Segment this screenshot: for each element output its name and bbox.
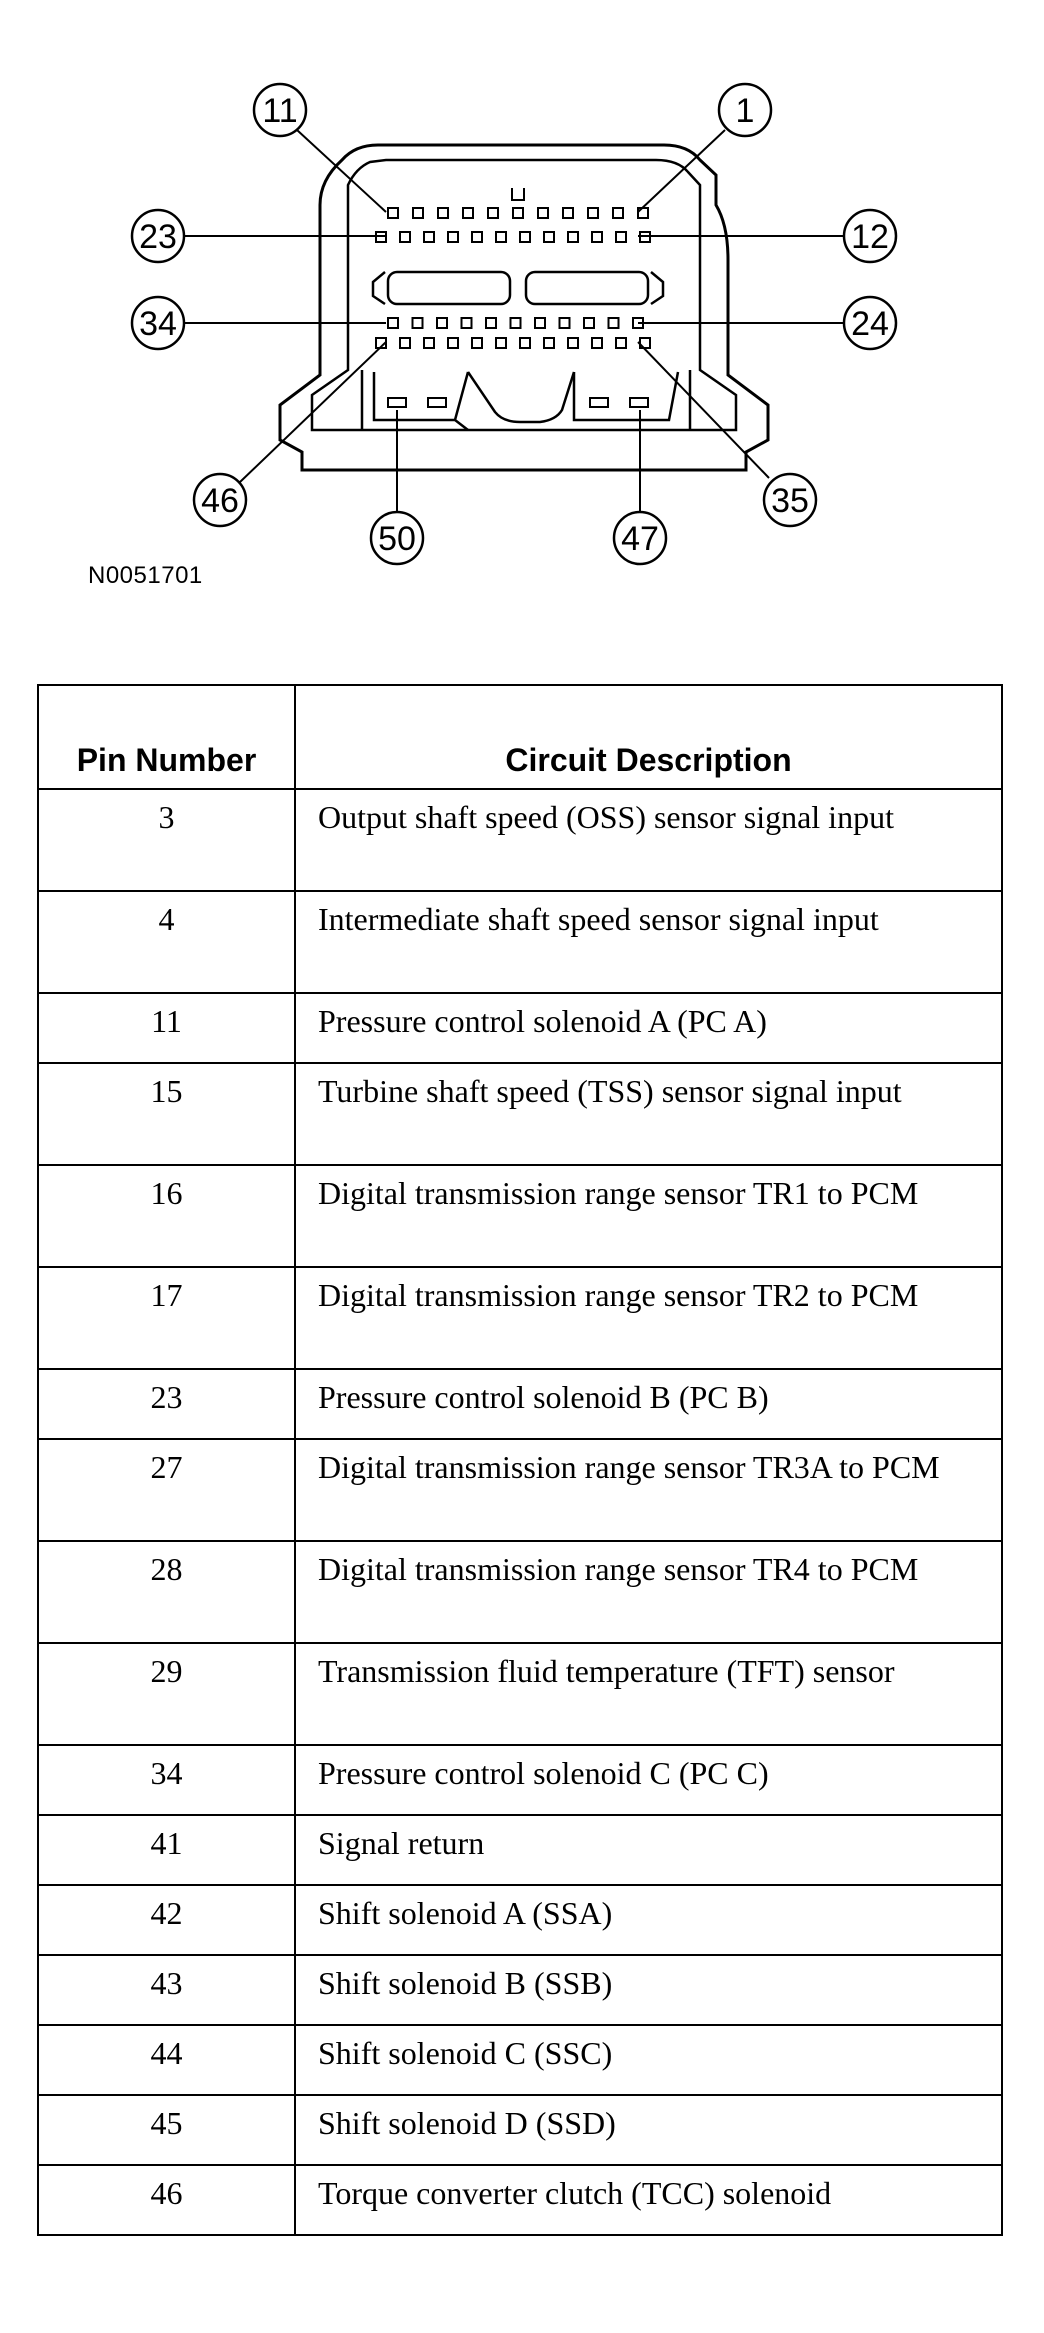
callout-34 [132,297,184,349]
pin-cavity [438,208,448,218]
callout-12 [844,210,896,262]
connector-housing [280,145,768,470]
circuit-description-cell: Pressure control solenoid C (PC C) [295,1745,1002,1815]
pin-cavity [592,338,602,348]
callout-23 [132,210,184,262]
pin-number-header: Pin Number [38,685,295,789]
svg-text:24: 24 [851,305,889,343]
svg-text:12: 12 [851,218,889,256]
circuit-description-cell: Digital transmission range sensor TR1 to PCM [295,1165,1002,1267]
table-row [38,1885,1002,1955]
pin-cavity [568,232,578,242]
callout-11 [254,84,306,136]
table-row [38,1955,1002,2025]
circuit-description-cell: Digital transmission range sensor TR2 to PCM [295,1267,1002,1369]
table-row [38,1745,1002,1815]
pin-cavity [424,338,434,348]
table-row [38,1439,1002,1541]
callout-50 [371,512,423,564]
pin-number-cell: 34 [38,1745,295,1815]
circuit-description-cell: Shift solenoid D (SSD) [295,2095,1002,2165]
pin-cavity [544,338,554,348]
pin-number-cell: 3 [38,789,295,891]
svg-text:34: 34 [139,305,177,343]
connector-diagram [0,0,1044,620]
pin-number-cell: 46 [38,2165,295,2235]
circuit-description-cell: Turbine shaft speed (TSS) sensor signal input [295,1063,1002,1165]
pin-cavity [448,338,458,348]
pin-cavity [563,208,573,218]
pin-cavity [520,232,530,242]
table-header-row [38,685,1002,789]
pin-number-cell: 11 [38,993,295,1063]
pin-cavity [488,208,498,218]
circuit-description-cell: Pressure control solenoid A (PC A) [295,993,1002,1063]
circuit-description-cell: Intermediate shaft speed sensor signal input [295,891,1002,993]
table-row [38,891,1002,993]
pin-cavity [544,232,554,242]
pin-cavity [462,318,472,328]
pin-cavity [413,208,423,218]
pin-cavity [616,232,626,242]
callout-47 [614,512,666,564]
pin-cavity [584,318,594,328]
table-row [38,993,1002,1063]
pin-number-cell: 41 [38,1815,295,1885]
table-row [38,1267,1002,1369]
pin-cavity [463,208,473,218]
pin-cavity [424,232,434,242]
table-row [38,2095,1002,2165]
table-row [38,2165,1002,2235]
circuit-description-cell: Digital transmission range sensor TR4 to PCM [295,1541,1002,1643]
table-row [38,1815,1002,1885]
pin-cavity [496,338,506,348]
pin-number-cell: 43 [38,1955,295,2025]
pin-cavity [560,318,570,328]
callout-46 [194,474,246,526]
pin-cavity [388,318,398,328]
pin-cavity [437,318,447,328]
pin-number-cell: 4 [38,891,295,993]
circuit-description-cell: Digital transmission range sensor TR3A to PCM [295,1439,1002,1541]
table-row [38,1541,1002,1643]
pin-cavities [376,208,650,348]
pin-cavity [388,208,398,218]
pin-cavity [592,232,602,242]
svg-text:11: 11 [262,92,298,130]
callout-1 [719,84,771,136]
pin-number-cell: 15 [38,1063,295,1165]
pin-cavity [616,338,626,348]
pin-cavity [413,318,423,328]
svg-text:35: 35 [771,482,809,520]
circuit-description-cell: Pressure control solenoid B (PC B) [295,1369,1002,1439]
circuit-description-header: Circuit Description [295,685,1002,789]
pin-cavity [609,318,619,328]
circuit-description-cell: Transmission fluid temperature (TFT) sensor [295,1643,1002,1745]
svg-text:50: 50 [378,520,416,558]
pin-cavity [511,318,521,328]
pin-cavity [472,338,482,348]
svg-text:46: 46 [201,482,239,520]
pin-number-cell: 44 [38,2025,295,2095]
table-row [38,1643,1002,1745]
circuit-description-cell: Torque converter clutch (TCC) solenoid [295,2165,1002,2235]
pin-cavity [400,232,410,242]
circuit-description-cell: Signal return [295,1815,1002,1885]
pin-cavity [588,208,598,218]
pin-number-cell: 42 [38,1885,295,1955]
pin-number-cell: 29 [38,1643,295,1745]
table-row [38,1063,1002,1165]
callout-35 [764,474,816,526]
pin-rows [38,789,1002,2235]
table-row [38,789,1002,891]
pin-number-cell: 16 [38,1165,295,1267]
pin-cavity [472,232,482,242]
svg-text:47: 47 [621,520,659,558]
svg-text:1: 1 [735,92,755,130]
pin-table [37,684,1003,2236]
pin-number-cell: 23 [38,1369,295,1439]
svg-text:23: 23 [139,218,177,256]
circuit-description-cell: Shift solenoid A (SSA) [295,1885,1002,1955]
pin-cavity [448,232,458,242]
pin-cavity [538,208,548,218]
pin-cavity [486,318,496,328]
pin-number-cell: 27 [38,1439,295,1541]
table-row [38,1369,1002,1439]
pin-cavity [496,232,506,242]
pin-number-cell: 17 [38,1267,295,1369]
circuit-description-cell: Shift solenoid C (SSC) [295,2025,1002,2095]
pin-cavity [613,208,623,218]
circuit-description-cell: Shift solenoid B (SSB) [295,1955,1002,2025]
pin-cavity [520,338,530,348]
pin-cavity [513,208,523,218]
pin-cavity [535,318,545,328]
pin-cavity [568,338,578,348]
table-row [38,2025,1002,2095]
pin-cavity [400,338,410,348]
pin-number-cell: 45 [38,2095,295,2165]
connector-face-drawing [0,0,1044,620]
figure-id: N0051701 [88,562,203,589]
table-row [38,1165,1002,1267]
circuit-description-cell: Output shaft speed (OSS) sensor signal input [295,789,1002,891]
callout-24 [844,297,896,349]
pin-number-cell: 28 [38,1541,295,1643]
